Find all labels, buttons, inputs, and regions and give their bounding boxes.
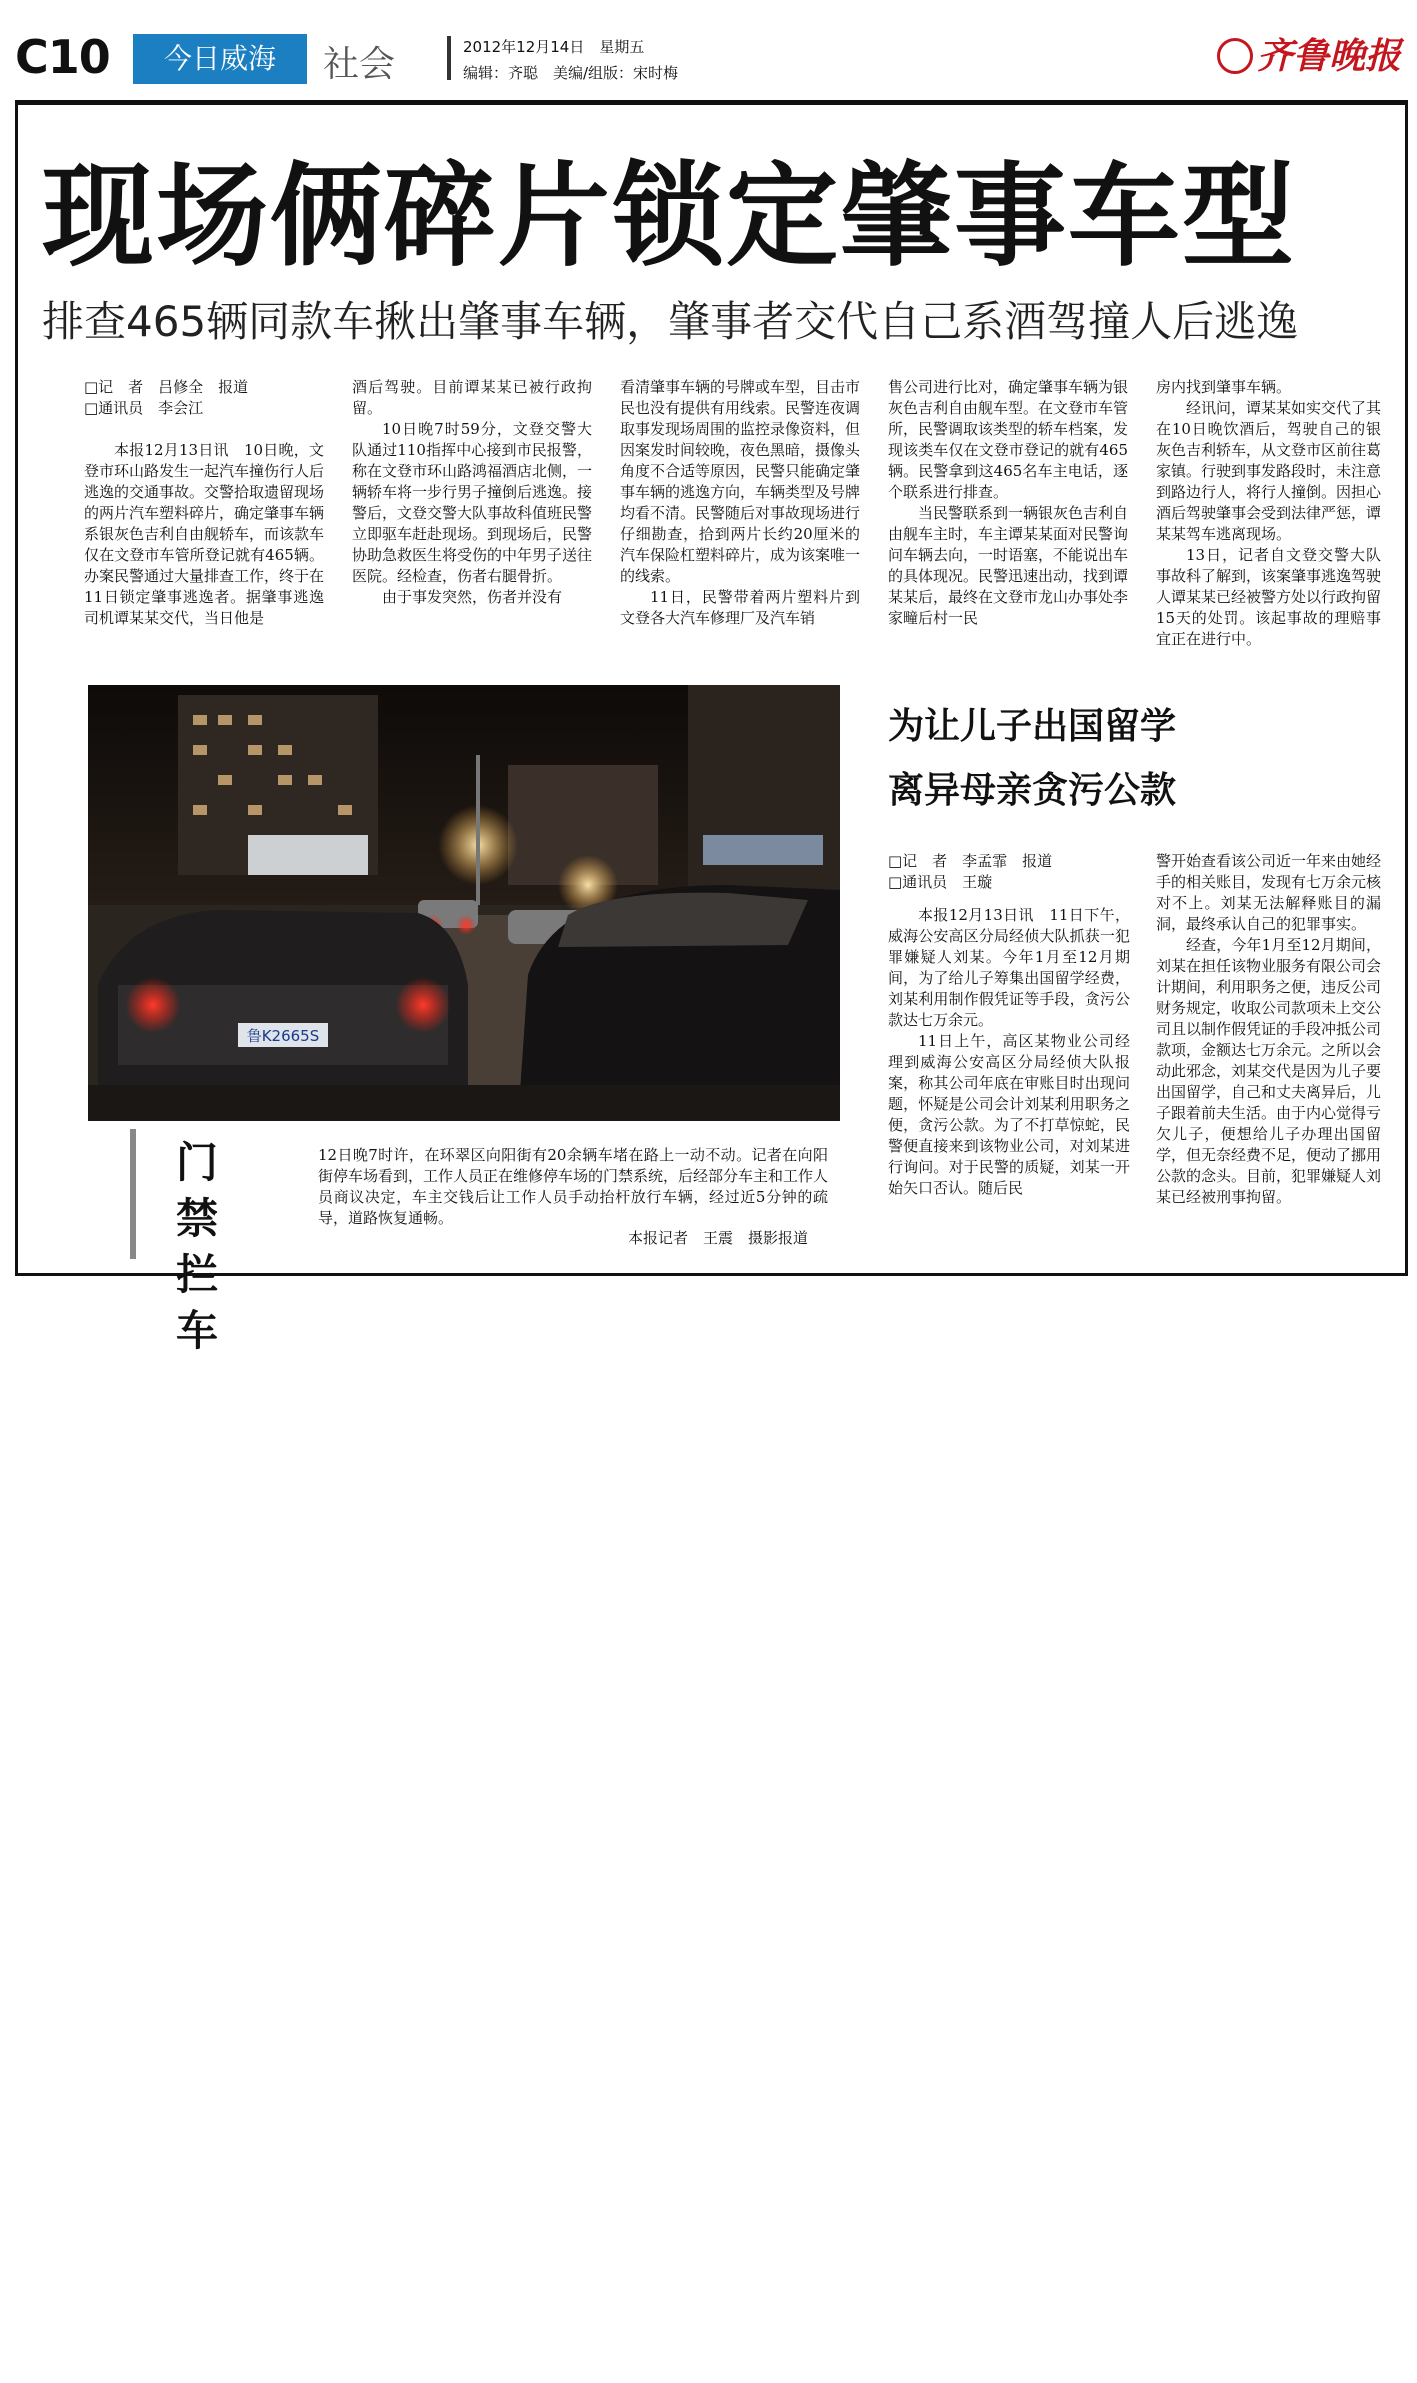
editors-line: 编辑：齐聪 美编/组版：宋时梅 — [463, 64, 679, 82]
header-divider — [447, 36, 451, 80]
lead-paragraph: 当民警联系到一辆银灰色吉利自由舰车主时，车主谭某某面对民警询问车辆去向，一时语塞，不能说出车的具体现况。民警迅速出动，找到谭某某后，最终在文登市龙山办事处李家疃后村一民 — [888, 504, 1129, 627]
lead-headline: 现场俩碎片锁定肇事车型 — [42, 152, 1296, 282]
story2-column-2 — [1156, 851, 1381, 1208]
lead-paragraph: 经讯问，谭某某如实交代了其在10日晚饮酒后，驾驶自己的银灰色吉利轿车，从文登市区前往葛家镇。行驶到事发路段时，未注意到路边行人，将行人撞倒。因担心酒后驾驶肇事会受到法律严惩，谭某某驾车逃离现场。 — [1156, 399, 1382, 543]
lead-paragraph: 由于事发突然，伤者并没有 — [382, 588, 563, 606]
lead-subheadline: 排查465辆同款车揪出肇事车辆，肇事者交代自己系酒驾撞人后逃逸 — [42, 297, 1299, 346]
lead-byline-reporter: □记 者 吕修全 报道 — [84, 378, 249, 396]
lead-paragraph: 房内找到肇事车辆。 — [1156, 378, 1292, 396]
caption-rule — [130, 1129, 136, 1259]
lead-paragraph: 售公司进行比对，确定肇事车辆为银灰色吉利自由舰车型。在文登市车管所，民警调取该类型的轿车档案，发现该类车仅在文登市登记的就有465辆。民警拿到这465名车主电话，逐个联系进行排查。 — [888, 378, 1129, 501]
story2-column-1 — [888, 851, 1130, 1199]
lead-paragraph: 看清肇事车辆的号牌或车型，目击市民也没有提供有用线索。民警连夜调取事发现场周围的监控录像资料，但因案发时间较晚，夜色黑暗，摄像头角度不合适等原因，民警只能确定肇事车辆的逃逸方向，车辆类型及号牌均看不清。民警随后对事故现场进行仔细勘查，拾到两片长约20厘米的汽车保险杠塑料碎片，成为该案唯一的线索。 — [620, 378, 861, 585]
logo-text: 齐鲁晚报 — [1256, 35, 1401, 77]
lead-column-1 — [84, 377, 324, 629]
logo-mark-icon — [1217, 38, 1253, 74]
story2-headline-line2: 离异母亲贪污公款 — [888, 770, 1177, 811]
lead-paragraph: 酒后驾驶。目前谭某某已被行政拘留。 — [352, 378, 592, 417]
page-header — [15, 24, 1405, 92]
lead-paragraph: 10日晚7时59分，文登交警大队通过110指挥中心接到市民报警，称在文登市环山路鸿福酒店北侧，一辆轿车将一步行男子撞倒后逃逸。接警后，文登交警大队事故科值班民警立即驱车赶赴现场。到现场后，民警协助急救医生将受伤的中年男子送往医院。经检查，伤者右腿骨折。 — [352, 420, 593, 585]
story2-paragraph: 11日上午，高区某物业公司经理到威海公安高区分局经侦大队报案，称其公司年底在审账目时出现问题，怀疑是公司会计刘某利用职务之便，贪污公款。为了不打草惊蛇，民警便直接来到该物业公司，对刘某进行询问。对于民警的质疑，刘某一开始矢口否认。随后民 — [888, 1032, 1130, 1197]
photo-caption-body: 12日晚7时许，在环翠区向阳街有20余辆车堵在路上一动不动。记者在向阳街停车场看到，工作人员正在维修停车场的门禁系统，后经部分车主和工作人员商议决定，车主交钱后让工作人员手动抬杆放行车辆，经过近5分钟的疏导，道路恢复通畅。 — [318, 1146, 829, 1227]
lead-column-3 — [620, 377, 860, 629]
story2-byline-reporter: □记 者 李孟霏 报道 — [888, 852, 1053, 870]
newspaper-logo — [1217, 28, 1401, 79]
photo-caption-title: 门禁拦车 — [176, 1138, 219, 1355]
license-plate-text: 鲁K2665S — [246, 1027, 320, 1045]
story2-paragraph: 经查，今年1月至12月期间，刘某在担任该物业服务有限公司会计期间，利用职务之便，违反公司财务规定，收取公司款项未上交公司且以制作假凭证的手段冲抵公司款项，金额达七万余元。之所以会动此邪念，刘某交代是因为儿子要出国留学，自己和丈夫离异后，儿子跟着前夫生活。由于内心觉得亏欠儿子，便想给儿子办理出国留学，但无奈经费不足，便动了挪用公款的念头。目前，犯罪嫌疑人刘某已经被刑事拘留。 — [1156, 936, 1382, 1206]
story2-paragraph: 本报12月13日讯 11日下午，威海公安高区分局经侦大队抓获一犯罪嫌疑人刘某。今年1月至12月期间，为了给儿子筹集出国留学经费，刘某利用制作假凭证等手段，贪污公款达七万余元。 — [888, 906, 1130, 1029]
lead-column-4 — [888, 377, 1128, 629]
news-photo-traffic-jam — [88, 685, 840, 1121]
story2-headline-line1: 为让儿子出国留学 — [888, 706, 1177, 747]
lead-byline-correspondent: □通讯员 李会江 — [84, 399, 204, 417]
edition-label: 今日威海 — [133, 34, 307, 84]
story2-paragraph: 警开始查看该公司近一年来由她经手的相关账目，发现有七万余元核对不上。刘某无法解释账目的漏洞，最终承认自己的犯罪事实。 — [1156, 852, 1382, 933]
story2-headline — [888, 695, 1176, 823]
news-frame — [15, 100, 1408, 1355]
lead-column-5 — [1156, 377, 1381, 650]
lead-column-2 — [352, 377, 592, 608]
page-number: C10 — [15, 30, 110, 84]
section-label: 社会 — [323, 44, 396, 85]
photo-credit: 本报记者 王震 摄影报道 — [628, 1229, 809, 1247]
date-line: 2012年12月14日 星期五 — [463, 38, 645, 56]
story2-byline-correspondent: □通讯员 王璇 — [888, 873, 993, 891]
lead-paragraph: 13日，记者自文登交警大队事故科了解到，该案肇事逃逸驾驶人谭某某已经被警方处以行政拘留15天的处罚。该起事故的理赔事宜正在进行中。 — [1156, 546, 1382, 648]
lead-paragraph: 本报12月13日讯 10日晚，文登市环山路发生一起汽车撞伤行人后逃逸的交通事故。交警拾取遗留现场的两片汽车塑料碎片，确定肇事车辆系银灰色吉利自由舰轿车，而该款车仅在文登市车管所登记就有465辆。办案民警通过大量排查工作，终于在11日锁定肇事逃逸者。据肇事逃逸司机谭某某交代，当日他是 — [84, 441, 325, 627]
lead-paragraph: 11日，民警带着两片塑料片到文登各大汽车修理厂及汽车销 — [620, 588, 860, 627]
